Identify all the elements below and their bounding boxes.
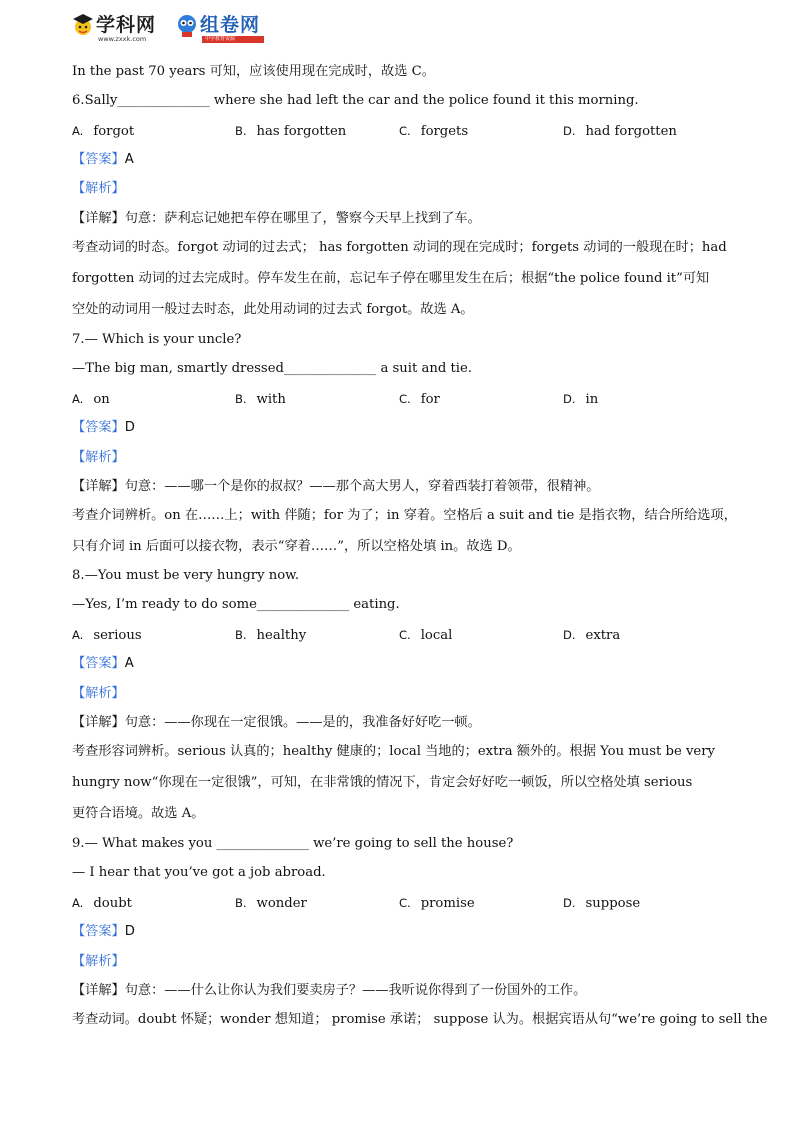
answer-value: A [124, 152, 134, 167]
options-q9 [72, 894, 752, 912]
option-q8-4 [563, 626, 620, 645]
option-letter: A. [72, 628, 84, 642]
question-7: 7.— Which is your uncle? [72, 332, 242, 347]
option-letter: D. [563, 124, 576, 138]
option-letter: B. [235, 392, 247, 406]
options-q8 [72, 626, 752, 644]
question-8: 8.—You must be very hungry now. [72, 568, 300, 583]
option-q9-4 [563, 894, 640, 913]
option-q7-3 [399, 390, 440, 409]
mascot-icon [176, 12, 198, 38]
option-q7-4 [563, 390, 598, 409]
option-q9-2 [235, 894, 307, 913]
analysis-label: 【解析】 [72, 450, 125, 465]
option-letter: A. [72, 124, 84, 138]
answer-value: A [124, 656, 134, 671]
option-text: healthy [256, 628, 307, 643]
detail-line: 只有介词 in 后面可以接衣物，表示“穿着……”，所以空格处填 in。故选 D。 [72, 539, 521, 554]
option-text: local [420, 628, 453, 643]
zujuan-logo-bar [202, 36, 264, 43]
analysis-label: 【解析】 [72, 181, 125, 196]
option-q6-3 [399, 122, 468, 141]
option-letter: B. [235, 124, 247, 138]
option-text: forgets [420, 124, 469, 139]
zxxk-logo-url: www.zxxk.com [98, 35, 147, 43]
option-letter: B. [235, 628, 247, 642]
option-text: for [420, 392, 440, 407]
analysis-label: 【解析】 [72, 686, 125, 701]
option-text: has forgotten [256, 124, 347, 139]
detail-line: hungry now“你现在一定很饿”，可知，在非常饿的情况下，肯定会好好吃一顿饭，所以空格处填 serious [72, 775, 693, 790]
option-letter: A. [72, 896, 84, 910]
zxxk-logo-text: 学科网 [96, 14, 157, 36]
detail-line: 【详解】句意：萨利忘记她把车停在哪里了，警察今天早上找到了车。 [72, 211, 481, 226]
analysis-label: 【解析】 [72, 954, 125, 969]
answer-q9 [72, 923, 135, 941]
options-q6 [72, 122, 752, 140]
option-q9-1 [72, 894, 132, 913]
option-letter: C. [399, 896, 411, 910]
option-letter: A. [72, 392, 84, 406]
answer-value: D [124, 924, 135, 939]
question-9-reply: — I hear that you’ve got a job abroad. [72, 865, 326, 880]
answer-q7 [72, 419, 135, 437]
option-letter: C. [399, 628, 411, 642]
option-text: doubt [93, 896, 132, 911]
zxxk-logo[interactable] [72, 10, 168, 46]
option-letter: B. [235, 896, 247, 910]
option-text: serious [93, 628, 142, 643]
detail-line: 考查动词。doubt 怀疑；wonder 想知道； promise 承诺； suppose 认为。根据宾语从句“we’re going to sell the [72, 1012, 768, 1027]
question-6: 6.Sally______________ where she had left the car and the police found it this morning. [72, 93, 639, 108]
option-q9-3 [399, 894, 475, 913]
detail-line: 【详解】句意：——哪一个是你的叔叔？——那个高大男人，穿着西装打着领带，很精神。 [72, 479, 600, 494]
answer-value: D [124, 420, 135, 435]
option-text: had forgotten [585, 124, 677, 139]
question-7-reply: —The big man, smartly dressed______________ a suit and tie. [72, 361, 472, 376]
option-q6-1 [72, 122, 134, 141]
option-q7-1 [72, 390, 110, 409]
option-text: wonder [256, 896, 307, 911]
page-header [72, 10, 332, 50]
option-text: forgot [93, 124, 135, 139]
option-letter: C. [399, 124, 411, 138]
option-text: extra [585, 628, 621, 643]
option-q8-1 [72, 626, 142, 645]
detail-line: 考查介词辨析。on 在……上；with 伴随；for 为了；in 穿着。空格后 a suit and tie 是指衣物，结合所给选项， [72, 508, 737, 523]
option-letter: D. [563, 896, 576, 910]
question-8-reply: —Yes, I’m ready to do some______________ eating. [72, 597, 400, 612]
option-q6-2 [235, 122, 346, 141]
option-text: suppose [585, 896, 641, 911]
answer-label: 【答案】 [72, 420, 125, 435]
answer-q6 [72, 151, 134, 169]
detail-line: forgotten 动词的过去完成时。停车发生在前，忘记车子停在哪里发生在后；根据“the police found it”可知 [72, 271, 710, 286]
option-q7-2 [235, 390, 286, 409]
answer-label: 【答案】 [72, 152, 125, 167]
option-text: on [93, 392, 110, 407]
option-text: with [256, 392, 286, 407]
option-letter: C. [399, 392, 411, 406]
zujuan-logo-bar-text: 中学教育资源 [205, 36, 236, 42]
detail-line: 【详解】句意：——什么让你认为我们要卖房子？——我听说你得到了一份国外的工作。 [72, 983, 587, 998]
detail-line: 【详解】句意：——你现在一定很饿。——是的，我准备好好吃一顿。 [72, 715, 481, 730]
option-letter: D. [563, 392, 576, 406]
detail-line: 空处的动词用一般过去时态，此处用动词的过去式 forgot。故选 A。 [72, 302, 474, 317]
graduation-cap-icon [72, 12, 94, 38]
options-q7 [72, 390, 752, 408]
answer-q8 [72, 655, 134, 673]
option-q6-4 [563, 122, 677, 141]
detail-line: 更符合语境。故选 A。 [72, 806, 205, 821]
option-text: promise [420, 896, 475, 911]
zujuan-logo-text: 组卷网 [200, 14, 261, 36]
option-text: in [585, 392, 599, 407]
detail-line: 考查形容词辨析。serious 认真的；healthy 健康的；local 当地的；extra 额外的。根据 You must be very [72, 744, 715, 759]
answer-label: 【答案】 [72, 656, 125, 671]
answer-label: 【答案】 [72, 924, 125, 939]
question-9: 9.— What makes you ______________ we’re going to sell the house? [72, 836, 514, 851]
option-q8-2 [235, 626, 306, 645]
option-q8-3 [399, 626, 452, 645]
detail-line: 考查动词的时态。forgot 动词的过去式； has forgotten 动词的现在完成时；forgets 动词的一般现在时；had [72, 240, 727, 255]
text-line: In the past 70 years 可知，应该使用现在完成时，故选 C。 [72, 64, 435, 79]
zujuan-logo[interactable] [176, 10, 276, 46]
option-letter: D. [563, 628, 576, 642]
